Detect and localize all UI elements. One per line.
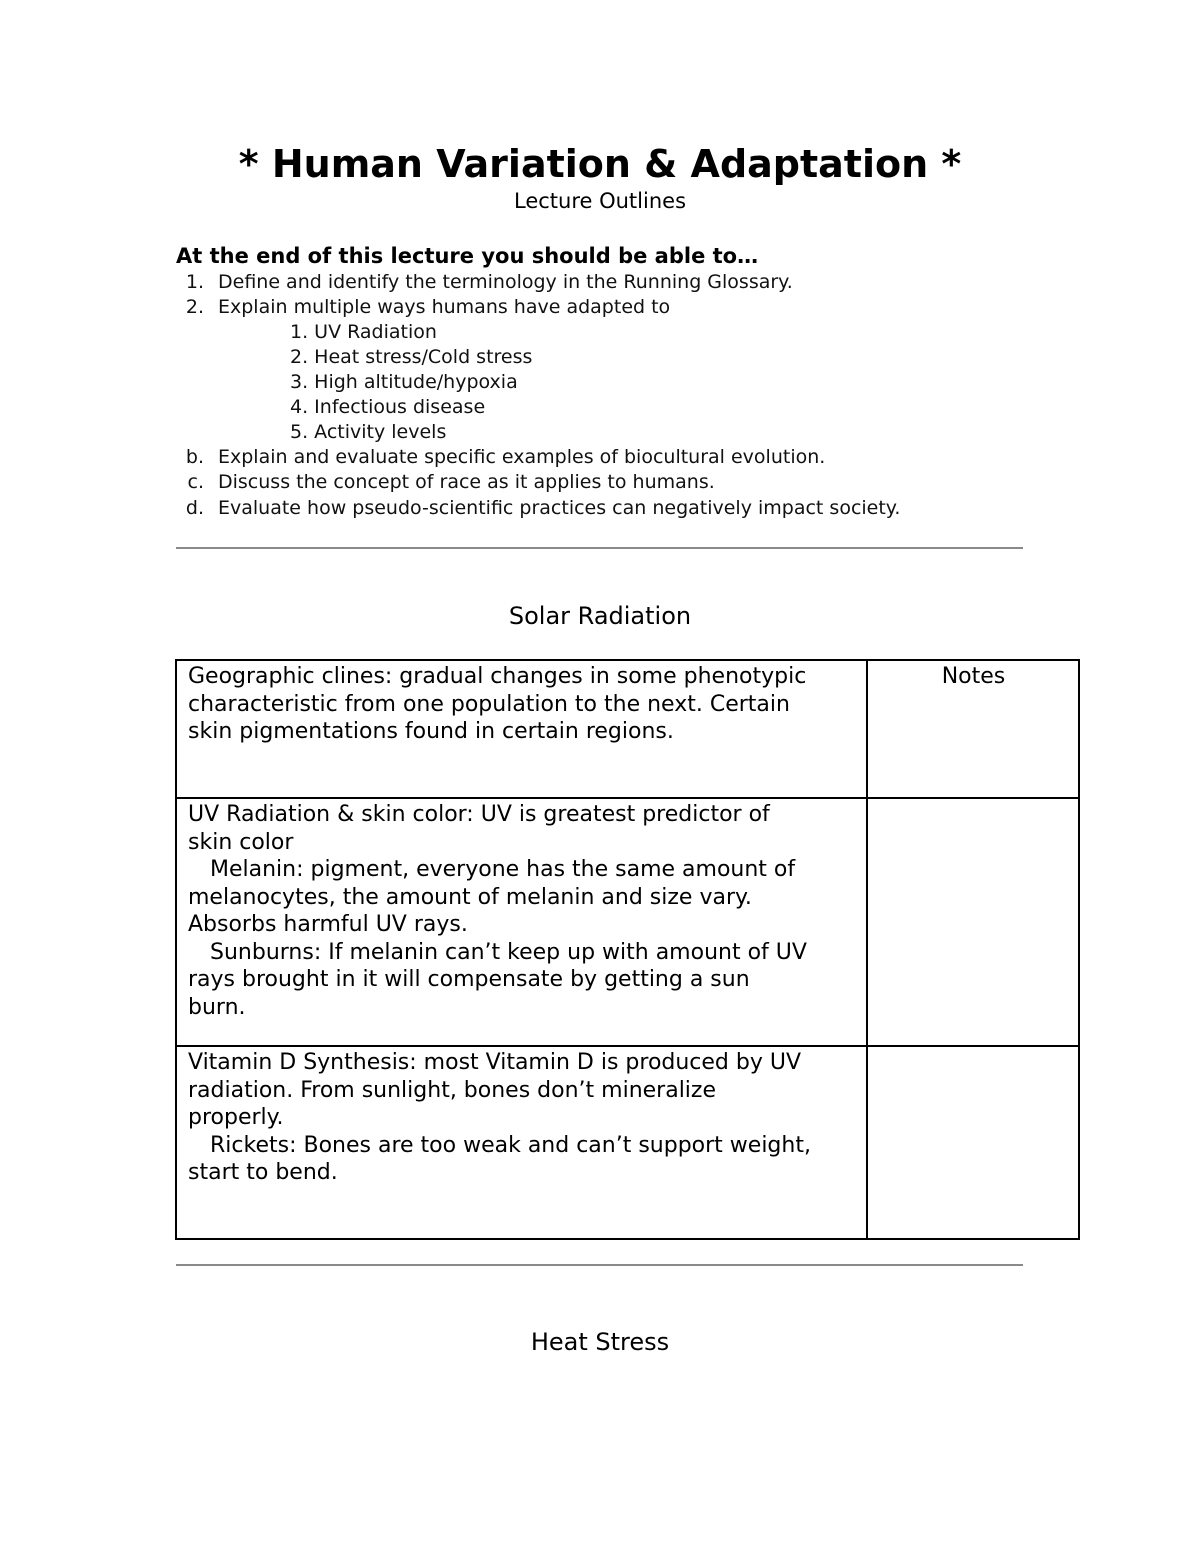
objective-text: Explain multiple ways humans have adapted to: [218, 296, 671, 318]
table-row: [176, 1046, 1079, 1239]
cell-line: burn.: [188, 994, 246, 1020]
objective-item-2: [176, 295, 670, 319]
page-subtitle: Lecture Outlines: [513, 189, 687, 213]
cell-line: melanocytes, the amount of melanin and size vary.: [188, 884, 752, 910]
cell-line: Absorbs harmful UV rays.: [188, 912, 468, 937]
table-cell-notes-header: [867, 660, 1079, 798]
objective-item-c: [176, 470, 715, 494]
objective-subitem: 1. UV Radiation: [290, 321, 437, 343]
cell-line: radiation. From sunlight, bones don’t mineralize: [188, 1077, 716, 1103]
objective-subitem: 3. High altitude/hypoxia: [290, 371, 518, 393]
objective-item-d: [176, 496, 900, 520]
objective-text: Evaluate how pseudo-scientific practices can negatively impact society.: [218, 497, 901, 519]
objectives-heading: At the end of this lecture you should be able to…: [176, 244, 759, 268]
section-title-heat-stress: Heat Stress: [530, 1328, 670, 1356]
objective-marker: 1.: [185, 271, 204, 293]
table-cell-content: [176, 660, 867, 798]
cell-line: characteristic from one population to the next. Certain: [188, 691, 790, 717]
objective-item-1: [176, 270, 793, 294]
table-row: [176, 798, 1079, 1046]
cell-line: Vitamin D Synthesis: most Vitamin D is produced by UV: [188, 1050, 802, 1075]
objective-marker: 2.: [185, 296, 204, 318]
page-title: * Human Variation & Adaptation *: [238, 142, 962, 186]
objective-subitem: 4. Infectious disease: [290, 396, 486, 418]
cell-line: skin pigmentations found in certain regions.: [188, 719, 674, 744]
objective-marker: c.: [187, 471, 204, 493]
cell-line: UV Radiation & skin color: UV is greatest predictor of: [188, 802, 770, 827]
objective-subitem: 2. Heat stress/Cold stress: [290, 346, 533, 368]
table-cell-content: [176, 1046, 867, 1239]
objective-text: Explain and evaluate specific examples of biocultural evolution.: [218, 446, 826, 468]
cell-line: Sunburns: If melanin can’t keep up with amount of UV: [210, 939, 807, 965]
cell-line: rays brought in it will compensate by getting a sun: [188, 967, 750, 992]
section-title-solar-radiation: Solar Radiation: [508, 602, 692, 630]
table-cell-notes: [867, 798, 1079, 1046]
objective-marker: d.: [185, 497, 204, 519]
objective-subitem: 5. Activity levels: [290, 421, 447, 443]
table-row: [176, 660, 1079, 798]
cell-line: start to bend.: [188, 1160, 338, 1185]
cell-line: Rickets: Bones are too weak and can’t support weight,: [210, 1132, 811, 1158]
table-cell-notes: [867, 1046, 1079, 1239]
objective-item-b: [176, 445, 825, 469]
solar-radiation-table: [175, 659, 1080, 1240]
horizontal-rule: [176, 1264, 1023, 1266]
notes-header: Notes: [941, 664, 1006, 689]
table-cell-content: [176, 798, 867, 1046]
cell-line: skin color: [188, 829, 294, 855]
objective-text: Discuss the concept of race as it applies to humans.: [218, 471, 715, 493]
objective-text: Define and identify the terminology in the Running Glossary.: [218, 271, 793, 293]
cell-line: Melanin: pigment, everyone has the same amount of: [210, 857, 796, 882]
horizontal-rule: [176, 547, 1023, 549]
cell-line: properly.: [188, 1105, 284, 1130]
cell-line: Geographic clines: gradual changes in some phenotypic: [188, 664, 807, 689]
objective-marker: b.: [185, 446, 204, 468]
